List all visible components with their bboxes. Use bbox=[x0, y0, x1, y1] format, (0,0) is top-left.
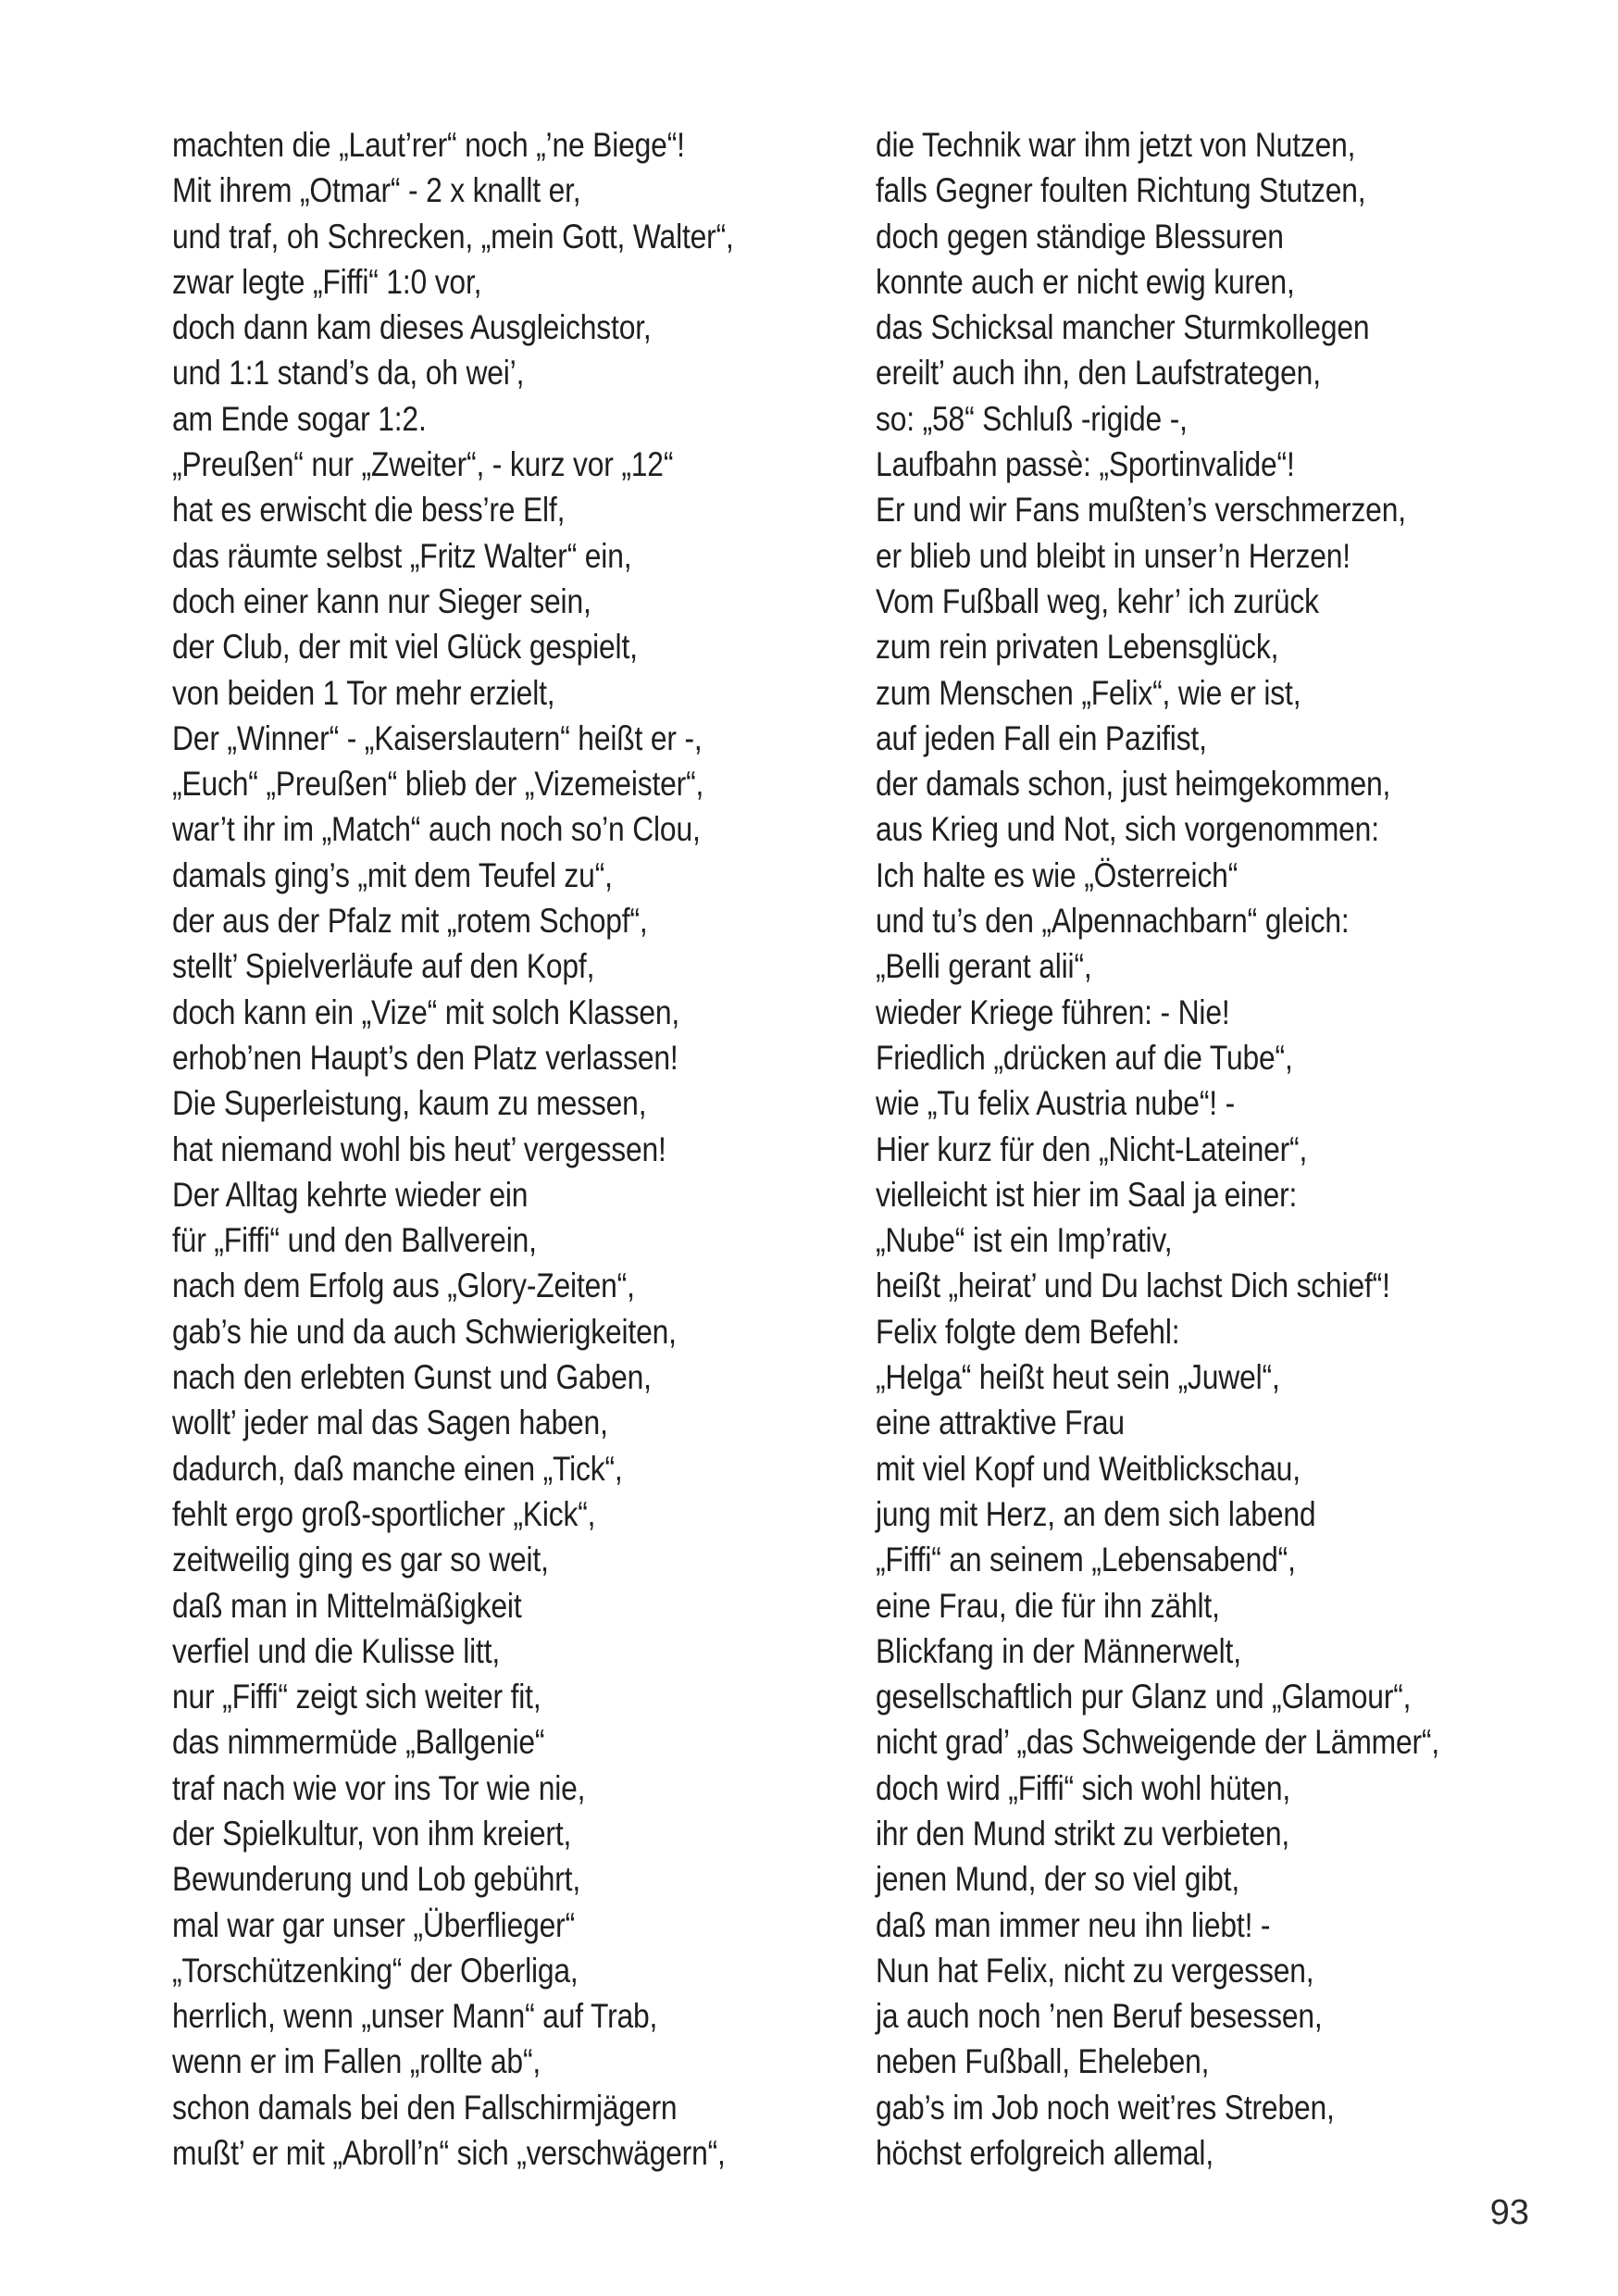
poem-line: heißt „heirat’ und Du lachst Dich schief“! bbox=[876, 1267, 1390, 1305]
poem-line: jenen Mund, der so viel gibt, bbox=[876, 1860, 1240, 1899]
poem-line: wie „Tu felix Austria nube“! - bbox=[876, 1084, 1236, 1123]
poem-line: gab’s hie und da auch Schwierigkeiten, bbox=[172, 1312, 677, 1351]
poem-line: wieder Kriege führen: - Nie! bbox=[876, 992, 1230, 1031]
poem-line: wollt’ jeder mal das Sagen haben, bbox=[172, 1404, 608, 1442]
poem-line: Ich halte es wie „Österreich“ bbox=[876, 855, 1238, 894]
poem-line: ihr den Mund strikt zu verbieten, bbox=[876, 1814, 1290, 1853]
poem-line: war’t ihr im „Match“ auch noch so’n Clou, bbox=[172, 810, 701, 849]
poem-line: zum rein privaten Lebensglück, bbox=[876, 628, 1279, 667]
poem-line: machten die „Laut’rer“ noch „’ne Biege“! bbox=[172, 126, 685, 164]
poem-line: Hier kurz für den „Nicht-Lateiner“, bbox=[876, 1129, 1308, 1168]
poem-line: der damals schon, just heimgekommen, bbox=[876, 765, 1391, 804]
poem-line: „Helga“ heißt heut sein „Juwel“, bbox=[876, 1358, 1280, 1397]
poem-line: daß man immer neu ihn liebt! - bbox=[876, 1905, 1271, 1944]
page-number: 93 bbox=[1489, 2193, 1529, 2232]
poem-line: erhob’nen Haupt’s den Platz verlassen! bbox=[172, 1038, 678, 1077]
poem-line: fehlt ergo groß-sportlicher „Kick“, bbox=[172, 1494, 596, 1533]
poem-line: Mit ihrem „Otmar“ - 2 x knallt er, bbox=[172, 171, 581, 210]
poem-line: er blieb und bleibt in unser’n Herzen! bbox=[876, 536, 1350, 575]
poem-line: nur „Fiffi“ zeigt sich weiter fit, bbox=[172, 1678, 541, 1716]
poem-line: traf nach wie vor ins Tor wie nie, bbox=[172, 1768, 586, 1807]
poem-line: und traf, oh Schrecken, „mein Gott, Walter“, bbox=[172, 217, 734, 256]
poem-line: doch kann ein „Vize“ mit solch Klassen, bbox=[172, 992, 680, 1031]
poem-line: gab’s im Job noch weit’res Streben, bbox=[876, 2088, 1335, 2127]
poem-line: zum Menschen „Felix“, wie er ist, bbox=[876, 673, 1301, 712]
poem-line: auf jeden Fall ein Pazifist, bbox=[876, 718, 1207, 757]
poem-line: damals ging’s „mit dem Teufel zu“, bbox=[172, 855, 613, 894]
poem-line: Felix folgte dem Befehl: bbox=[876, 1312, 1180, 1351]
poem-line: mit viel Kopf und Weitblickschau, bbox=[876, 1449, 1301, 1488]
poem-line: „Fiffi“ an seinem „Lebensabend“, bbox=[876, 1541, 1296, 1579]
poem-line: Bewunderung und Lob gebührt, bbox=[172, 1860, 581, 1899]
poem-line: das räumte selbst „Fritz Walter“ ein, bbox=[172, 536, 632, 575]
poem-line: und 1:1 stand’s da, oh wei’, bbox=[172, 354, 525, 393]
poem-line: ereilt’ auch ihn, den Laufstrategen, bbox=[876, 354, 1321, 393]
poem-line: vielleicht ist hier im Saal ja einer: bbox=[876, 1175, 1298, 1214]
poem-line: nach dem Erfolg aus „Glory-Zeiten“, bbox=[172, 1267, 635, 1305]
poem-line: am Ende sogar 1:2. bbox=[172, 399, 427, 438]
poem-line: daß man in Mittelmäßigkeit bbox=[172, 1586, 522, 1625]
poem-line: doch einer kann nur Sieger sein, bbox=[172, 581, 591, 620]
poem-line: nach den erlebten Gunst und Gaben, bbox=[172, 1358, 652, 1397]
poem-line: neben Fußball, Eheleben, bbox=[876, 2042, 1210, 2081]
poem-line: hat es erwischt die bess’re Elf, bbox=[172, 491, 566, 530]
poem-line: doch dann kam dieses Ausgleichstor, bbox=[172, 308, 652, 347]
poem-line: schon damals bei den Fallschirmjägern bbox=[172, 2088, 678, 2127]
poem-line: wenn er im Fallen „rollte ab“, bbox=[172, 2042, 541, 2081]
poem-line: Friedlich „drücken auf die Tube“, bbox=[876, 1038, 1293, 1077]
poem-line: „Belli gerant alii“, bbox=[876, 947, 1092, 986]
poem-column-left bbox=[172, 122, 820, 2176]
poem-line: Der Alltag kehrte wieder ein bbox=[172, 1175, 529, 1214]
poem-line: hat niemand wohl bis heut’ vergessen! bbox=[172, 1129, 666, 1168]
poem-line: dadurch, daß manche einen „Tick“, bbox=[172, 1449, 623, 1488]
poem-line: von beiden 1 Tor mehr erzielt, bbox=[172, 673, 555, 712]
poem-line: zeitweilig ging es gar so weit, bbox=[172, 1541, 549, 1579]
poem-line: verfiel und die Kulisse litt, bbox=[172, 1631, 501, 1670]
poem-line: das nimmermüde „Ballgenie“ bbox=[172, 1723, 545, 1762]
poem-line: jung mit Herz, an dem sich labend bbox=[876, 1494, 1316, 1533]
poem-line: zwar legte „Fiffi“ 1:0 vor, bbox=[172, 262, 482, 301]
poem-line: der Spielkultur, von ihm kreiert, bbox=[172, 1814, 572, 1853]
poem-line: eine attraktive Frau bbox=[876, 1404, 1125, 1442]
poem-line: ja auch noch ’nen Beruf besessen, bbox=[876, 1997, 1323, 2036]
poem-line: so: „58“ Schluß -rigide -, bbox=[876, 399, 1188, 438]
poem-line: doch wird „Fiffi“ sich wohl hüten, bbox=[876, 1768, 1291, 1807]
poem-line: Laufbahn passè: „Sportinvalide“! bbox=[876, 445, 1295, 484]
poem-line: Vom Fußball weg, kehr’ ich zurück bbox=[876, 581, 1319, 620]
poem-line: für „Fiffi“ und den Ballverein, bbox=[172, 1221, 537, 1260]
poem-line: „Torschützenking“ der Oberliga, bbox=[172, 1951, 579, 1990]
poem-line: doch gegen ständige Blessuren bbox=[876, 217, 1284, 256]
poem-line: eine Frau, die für ihn zählt, bbox=[876, 1586, 1220, 1625]
poem-line: mal war gar unser „Überflieger“ bbox=[172, 1905, 575, 1944]
poem-line: Die Superleistung, kaum zu messen, bbox=[172, 1084, 647, 1123]
poem-line: gesellschaftlich pur Glanz und „Glamour“, bbox=[876, 1678, 1412, 1716]
poem-line: „Euch“ „Preußen“ blieb der „Vizemeister“, bbox=[172, 765, 704, 804]
poem-line: „Nube“ ist ein Imp’rativ, bbox=[876, 1221, 1173, 1260]
poem-line: „Preußen“ nur „Zweiter“, - kurz vor „12“ bbox=[172, 445, 674, 484]
poem-line: konnte auch er nicht ewig kuren, bbox=[876, 262, 1295, 301]
poem-line: und tu’s den „Alpennachbarn“ gleich: bbox=[876, 902, 1350, 941]
poem-line: Nun hat Felix, nicht zu vergessen, bbox=[876, 1951, 1314, 1990]
poem-line: Der „Winner“ - „Kaiserslautern“ heißt er -, bbox=[172, 718, 703, 757]
poem-line: nicht grad’ „das Schweigende der Lämmer“, bbox=[876, 1723, 1440, 1762]
poem-line: das Schicksal mancher Sturmkollegen bbox=[876, 308, 1370, 347]
poem-line: herrlich, wenn „unser Mann“ auf Trab, bbox=[172, 1997, 658, 2036]
poem-line: falls Gegner foulten Richtung Stutzen, bbox=[876, 171, 1366, 210]
poem-line: stellt’ Spielverläufe auf den Kopf, bbox=[172, 947, 595, 986]
poem-line: Er und wir Fans mußten’s verschmerzen, bbox=[876, 491, 1406, 530]
poem-line: die Technik war ihm jetzt von Nutzen, bbox=[876, 126, 1356, 164]
poem-line: aus Krieg und Not, sich vorgenommen: bbox=[876, 810, 1379, 849]
poem-line: der Club, der mit viel Glück gespielt, bbox=[172, 628, 638, 667]
poem-line: der aus der Pfalz mit „rotem Schopf“, bbox=[172, 902, 648, 941]
poem-line: mußt’ er mit „Abroll’n“ sich „verschwägern“, bbox=[172, 2134, 726, 2173]
poem-column-right bbox=[876, 122, 1542, 2176]
poem-line: Blickfang in der Männerwelt, bbox=[876, 1631, 1241, 1670]
poem-line: höchst erfolgreich allemal, bbox=[876, 2134, 1214, 2173]
